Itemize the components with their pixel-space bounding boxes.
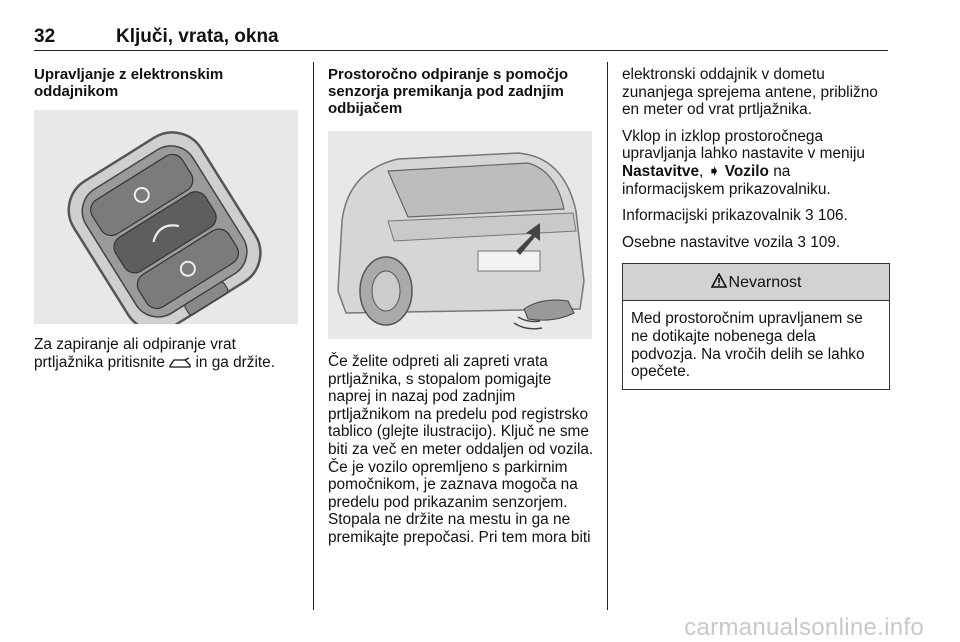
- menu-arrow-icon: ➧: [707, 162, 721, 180]
- watermark: carmanualsonline.info: [684, 614, 924, 641]
- reference-text: Informacijski prikazovalnik: [622, 207, 801, 225]
- menu-item-vozilo: Vozilo: [724, 162, 769, 180]
- reference-text: Osebne nastavitve vozila: [622, 233, 794, 251]
- warning-body: Med prostoročnim upravljanem se ne dotikajte nobenega dela podvozja. Na vročih delih se lahko opečete.: [631, 310, 865, 381]
- reference-page: 109.: [810, 233, 841, 251]
- cross-reference: [622, 207, 890, 225]
- paragraph-text: Za zapiranje ali odpiranje vrat prtljažnika pritisnite: [34, 336, 236, 371]
- warning-triangle-icon: [711, 273, 727, 293]
- paragraph: [622, 128, 890, 198]
- section-heading: Upravljanje z elektronskim oddajnikom: [34, 66, 224, 100]
- warning-header: [623, 264, 889, 301]
- column-divider: [313, 62, 314, 610]
- paragraph-text: na informacijskem prikazovalniku.: [622, 162, 831, 198]
- paragraph-text: in ga držite.: [195, 353, 275, 371]
- page-number: 32: [34, 26, 56, 47]
- key-fob-illustration: [34, 110, 298, 324]
- paragraph-text: Vklop in izklop prostoročnega upravljanja lahko nastavite v meniju: [622, 127, 865, 163]
- column-right: [622, 66, 890, 390]
- chapter-title: Ključi, vrata, okna: [116, 26, 279, 47]
- paragraph: Če želite odpreti ali zapreti vrata prtljažnika, s stopalom pomigajte naprej in nazaj pod zadnjim prtljažnikom na predelu pod registrsko tablico (glejte ilustracijo). Ključ ne sme biti za več en meter oddaljen od vozila. Če je vozilo opremljeno s parkirnim pomočnikom, je zaznava mogoča na predelu pod prikazanim senzorjem. Stopala ne držite na mestu in ga ne premikajte prepočasi. Pri tem mora biti: [328, 353, 594, 546]
- reference-page: 106.: [817, 207, 848, 225]
- section-heading: Prostoročno odpiranje s pomočjo senzorja premikanja pod zadnjim odbijačem: [328, 66, 569, 117]
- column-left: [34, 66, 302, 382]
- reference-arrow-icon: 3: [797, 233, 806, 251]
- reference-arrow-icon: 3: [805, 207, 814, 225]
- cross-reference: [622, 234, 890, 252]
- paragraph: elektronski oddajnik v dometu zunanjega sprejema antene, približno en meter od vrat prtljažnika.: [622, 66, 878, 119]
- menu-separator: ,: [699, 162, 704, 180]
- column-middle: [328, 66, 596, 556]
- trunk-open-icon: [169, 356, 191, 374]
- car-rear-sensor-illustration: [328, 131, 592, 339]
- paragraph: [34, 336, 302, 373]
- column-divider: [607, 62, 608, 610]
- page-header: [34, 26, 888, 50]
- warning-title: Nevarnost: [728, 273, 802, 291]
- warning-box: [622, 263, 890, 389]
- header-rule: [34, 50, 888, 51]
- menu-item-nastavitve: Nastavitve: [622, 162, 699, 180]
